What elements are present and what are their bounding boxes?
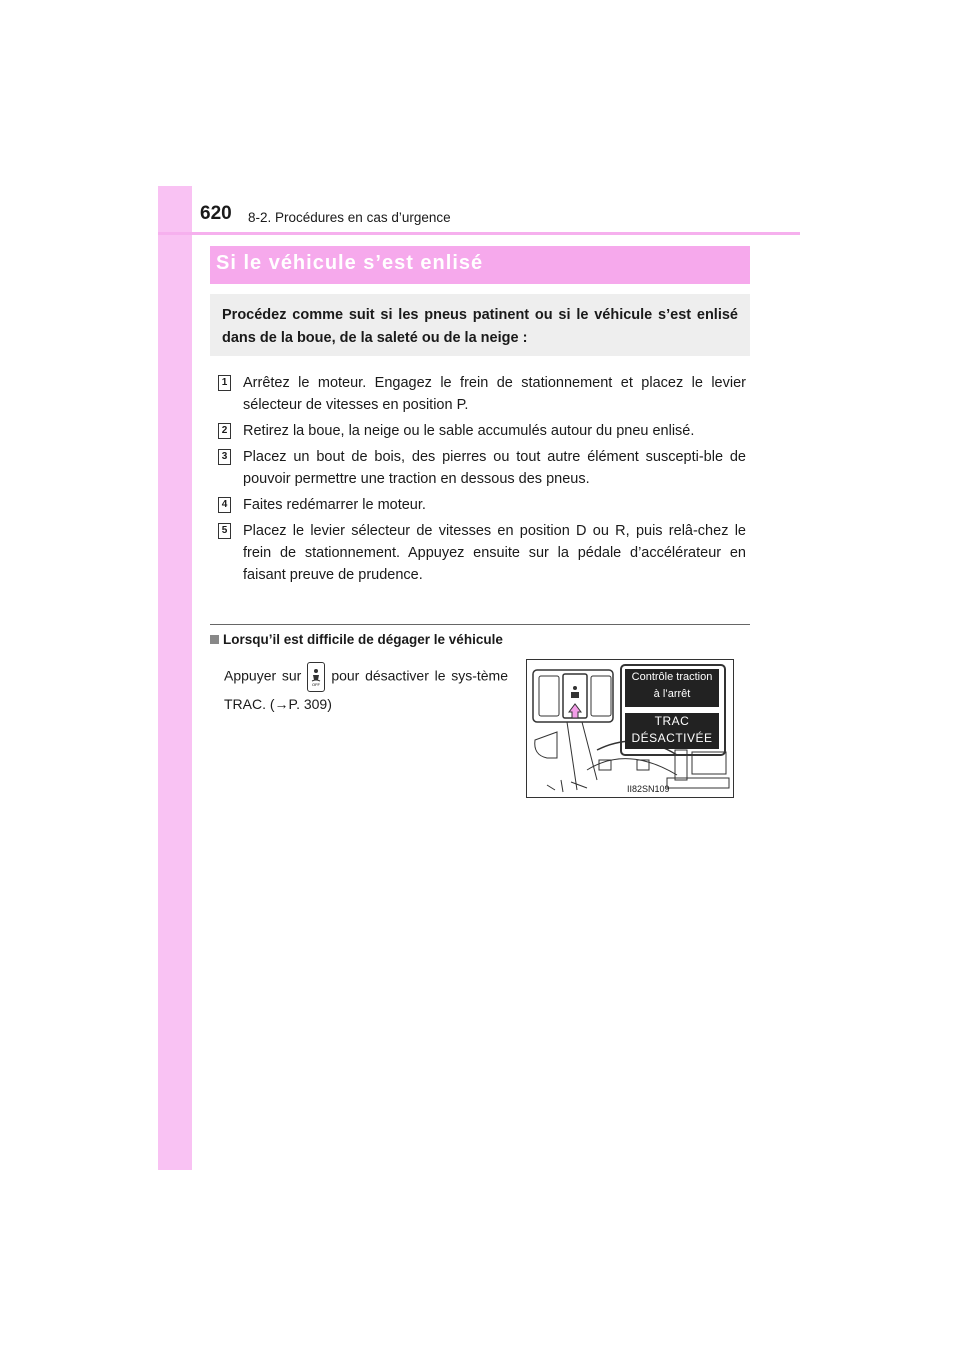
step-item — [218, 494, 746, 516]
display-message-top: Contrôle traction à l’arrêt — [625, 669, 719, 707]
side-tab — [158, 186, 192, 1170]
svg-text:OFF: OFF — [312, 682, 321, 686]
subsection-text: Appuyer sur OFF pour désactiver le sys-tème TRAC. (→P. 309) — [224, 662, 508, 716]
step-item — [218, 446, 746, 490]
step-number: 3 — [218, 449, 231, 465]
step-number: 1 — [218, 375, 231, 391]
dashboard-illustration — [526, 659, 734, 798]
intro-text: Procédez comme suit si les pneus patinent ou si le véhicule s’est enlisé dans de la boue, de la saleté ou de la neige : — [222, 307, 738, 346]
step-item — [218, 420, 746, 442]
step-list — [218, 372, 746, 590]
step-text: Retirez la boue, la neige ou le sable accumulés autour du pneu enlisé. — [243, 423, 695, 439]
step-item — [218, 372, 746, 416]
section-divider — [210, 624, 750, 625]
step-number: 5 — [218, 523, 231, 539]
step-number: 4 — [218, 497, 231, 513]
chapter-title: 8-2. Procédures en cas d’urgence — [248, 210, 451, 225]
header-rule — [158, 232, 800, 235]
step-number: 2 — [218, 423, 231, 439]
subsection-heading: Lorsqu’il est difficile de dégager le véhicule — [210, 632, 503, 647]
square-bullet-icon — [210, 635, 219, 644]
intro-box — [210, 294, 750, 356]
page-number: 620 — [200, 203, 232, 224]
figure-code: II82SN109 — [627, 784, 670, 794]
section-title: Si le véhicule s’est enlisé — [216, 252, 484, 274]
step-text: Placez un bout de bois, des pierres ou tout autre élément suscepti-ble de pouvoir permettre une traction en dessous des pneus. — [243, 449, 746, 487]
step-text: Placez le levier sélecteur de vitesses en position D ou R, puis relâ-chez le frein de stationnement. Appuyez ensuite sur la pédale d’accélérateur en faisant preuve de prudence. — [243, 523, 746, 583]
step-item — [218, 520, 746, 586]
trac-off-button-icon — [307, 662, 325, 692]
step-text: Faites redémarrer le moteur. — [243, 497, 426, 513]
display-message-bottom: TRAC DÉSACTIVÉE — [625, 713, 719, 749]
section-title-bar — [210, 246, 750, 284]
step-text: Arrêtez le moteur. Engagez le frein de stationnement et placez le levier sélecteur de vitesses en position P. — [243, 375, 746, 413]
